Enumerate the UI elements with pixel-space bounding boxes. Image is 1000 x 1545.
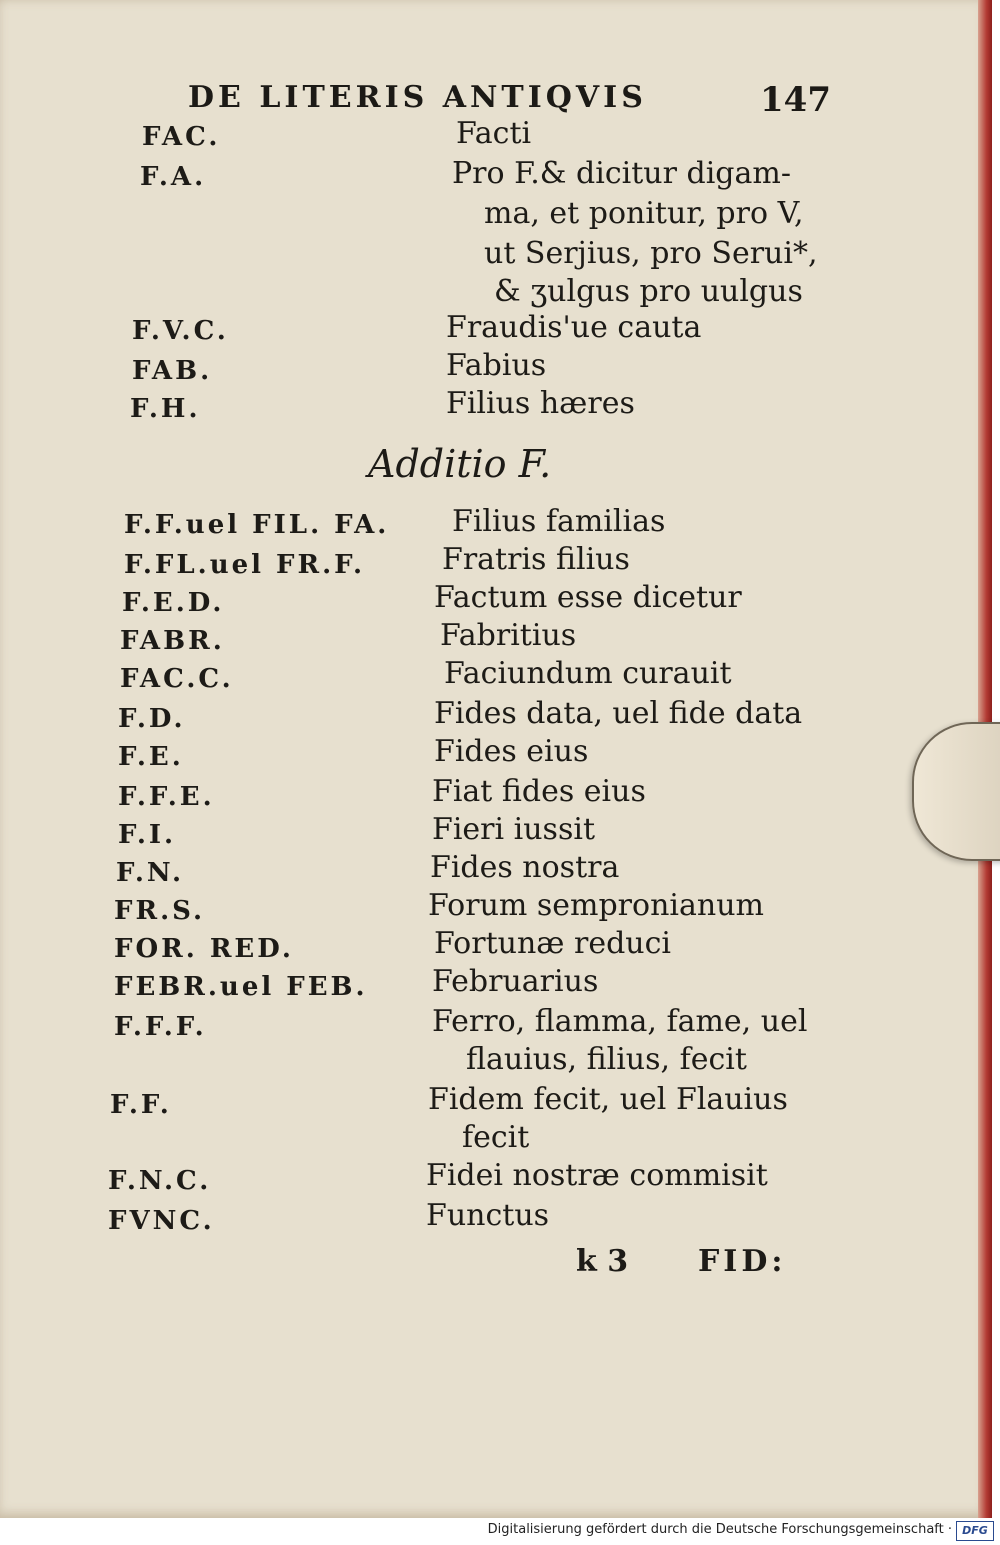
dfg-logo-icon: DFG — [956, 1521, 994, 1541]
abbr-fvc: F.V.C. — [132, 316, 229, 346]
abbr-forred: FOR. RED. — [114, 934, 294, 964]
exp-fff-line2: flauius, filius, fecit — [466, 1042, 747, 1077]
funding-notice: Digitalisierung gefördert durch die Deutsche Forschungsgemeinschaft · — [487, 1522, 952, 1537]
abbr-fed: F.E.D. — [122, 588, 225, 618]
page-number: 147 — [760, 80, 831, 120]
abbr-fe: F.E. — [118, 742, 184, 772]
exp-fff-line1: Ferro, flamma, fame, uel — [432, 1004, 808, 1039]
exp-fvc: Fraudis'ue cauta — [446, 310, 702, 345]
abbr-fh: F.H. — [130, 394, 201, 424]
exp-fa-line2: ma, et ponitur, pro V, — [484, 196, 804, 231]
exp-forred: Fortunæ reduci — [434, 926, 672, 961]
abbr-fnc: F.N.C. — [108, 1166, 212, 1196]
exp-facc: Faciundum curauit — [444, 656, 732, 691]
exp-fab: Fabius — [446, 348, 547, 383]
abbr-fabr: FABR. — [120, 626, 225, 656]
abbr-fac: FAC. — [142, 122, 221, 152]
exp-ff-fil: Filius familias — [452, 504, 666, 539]
abbr-ffl: F.FL.uel FR.F. — [124, 550, 366, 580]
abbr-facc: FAC.C. — [120, 664, 234, 694]
exp-fi: Fieri iussit — [432, 812, 595, 847]
abbr-func: FVNC. — [108, 1206, 215, 1236]
exp-ffl: Fratris filius — [442, 542, 630, 577]
exp-ffe: Fiat fides eius — [432, 774, 646, 809]
abbr-fa: F.A. — [140, 162, 207, 192]
abbr-ff-fil: F.F.uel FIL. FA. — [124, 510, 390, 540]
exp-fh: Filius hæres — [446, 386, 635, 421]
exp-fabr: Fabritius — [440, 618, 577, 653]
section-heading: Additio F. — [368, 442, 552, 486]
exp-fa-line4: & ʒulgus pro uulgus — [494, 274, 803, 309]
exp-fd: Fides data, uel fide data — [434, 696, 803, 731]
abbr-fi: F.I. — [118, 820, 177, 850]
catchword: FID: — [698, 1244, 787, 1279]
exp-fnc: Fidei nostræ commisit — [426, 1158, 768, 1193]
abbr-fff: F.F.F. — [114, 1012, 207, 1042]
exp-fn: Fides nostra — [430, 850, 620, 885]
signature-mark: k 3 — [576, 1244, 629, 1279]
exp-fac: Facti — [456, 116, 532, 151]
exp-febr: Februarius — [432, 964, 599, 999]
exp-fa-line3: ut Serjius, pro Serui*, — [484, 236, 818, 271]
exp-ff-line1: Fidem fecit, uel Flauius — [428, 1082, 788, 1117]
abbr-febr: FEBR.uel FEB. — [114, 972, 368, 1002]
exp-frs: Forum sempronianum — [428, 888, 764, 923]
exp-fed: Factum esse dicetur — [434, 580, 742, 615]
abbr-ff: F.F. — [110, 1090, 172, 1120]
exp-fa-line1: Pro F.& dicitur digam- — [452, 156, 791, 191]
footer-bar — [0, 1518, 1000, 1545]
running-head: DE LITERIS ANTIQVIS — [188, 80, 647, 115]
abbr-frs: FR.S. — [114, 896, 206, 926]
abbr-fab: FAB. — [132, 356, 213, 386]
exp-ff-line2: fecit — [462, 1120, 530, 1155]
exp-func: Functus — [426, 1198, 550, 1233]
abbr-fd: F.D. — [118, 704, 186, 734]
exp-fe: Fides eius — [434, 734, 589, 769]
abbr-fn: F.N. — [116, 858, 185, 888]
abbr-ffe: F.F.E. — [118, 782, 215, 812]
